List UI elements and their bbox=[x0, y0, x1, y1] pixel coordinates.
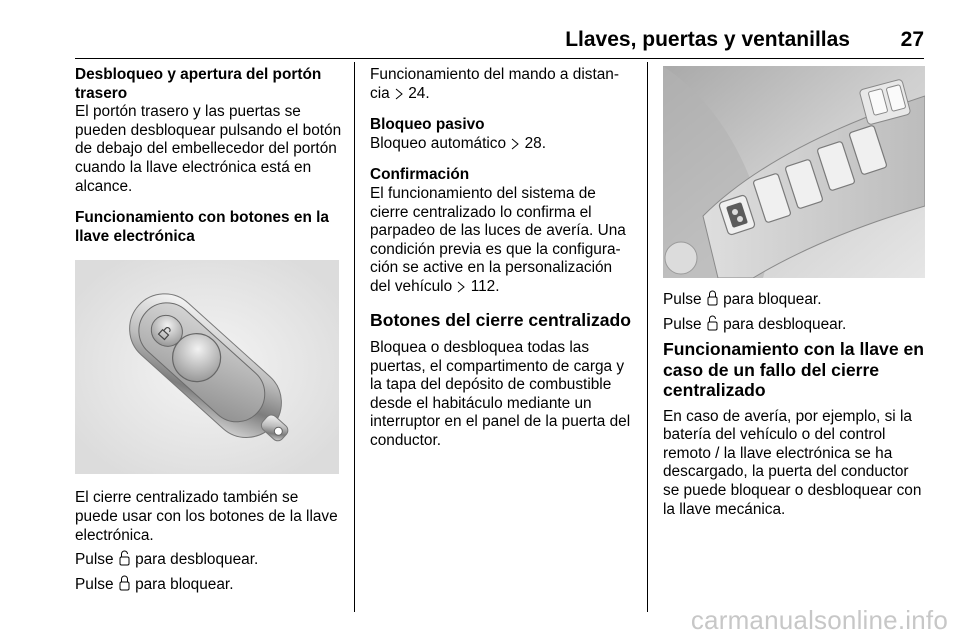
lock-instruction bbox=[663, 290, 929, 310]
auto-lock-reference bbox=[370, 135, 636, 154]
unlock-icon bbox=[707, 315, 718, 331]
instruction-suffix: para desbloquear. bbox=[723, 315, 847, 333]
unlock-instruction bbox=[75, 550, 343, 570]
instruction-suffix: para bloquear. bbox=[135, 575, 234, 593]
section-heading-passive-lock: Bloqueo pasivo bbox=[370, 116, 485, 134]
section-heading-confirmation: Confirmación bbox=[370, 166, 470, 184]
instruction-suffix: para desbloquear. bbox=[135, 551, 259, 569]
reference-text: Bloqueo automático bbox=[370, 134, 507, 152]
section-heading-tailgate: Desbloqueo y apertura del portón trasero bbox=[75, 66, 322, 102]
instruction-prefix: Pulse bbox=[75, 551, 114, 569]
reference-page: 28. bbox=[524, 134, 547, 152]
lock-icon bbox=[707, 290, 718, 306]
column-3 bbox=[663, 66, 929, 519]
electronic-key-figure bbox=[75, 260, 339, 474]
section-heading-central-lock-buttons: Botones del cierre centralizado bbox=[370, 309, 632, 330]
header-rule bbox=[75, 58, 924, 59]
reference-arrow-icon bbox=[457, 281, 465, 293]
lock-icon bbox=[119, 575, 130, 591]
column-divider-2 bbox=[647, 62, 648, 612]
central-lock-buttons-paragraph: Bloquea o desbloquea todas las puertas, el compartimento de carga y la tapa del depósito de combustible desde el habitáculo mediante un interruptor en el panel de la puerta del conductor. bbox=[370, 339, 631, 449]
instruction-prefix: Pulse bbox=[75, 575, 114, 593]
instruction-prefix: Pulse bbox=[663, 291, 702, 308]
unlock-icon bbox=[119, 550, 130, 566]
reference-text: Funcionamiento del mando a distan-cia bbox=[370, 66, 619, 102]
reference-arrow-icon bbox=[395, 88, 403, 100]
section-heading-key-failure: Funcionamiento con la llave en caso de un fallo del cierre centralizado bbox=[663, 339, 925, 401]
unlock-instruction bbox=[663, 315, 929, 335]
page-number: 27 bbox=[900, 28, 924, 51]
column-divider-1 bbox=[354, 62, 355, 612]
watermark: carmanualsonline.info bbox=[690, 605, 948, 635]
reference-page: 24. bbox=[408, 84, 430, 102]
reference-arrow-icon bbox=[511, 138, 519, 150]
column-1 bbox=[75, 66, 343, 594]
key-failure-paragraph: En caso de avería, por ejemplo, si la batería del vehículo o del control remoto / la llave electrónica se ha descargado, la puerta del conductor se puede bloquear o desbloquear con la llave mecánica. bbox=[663, 407, 922, 518]
instruction-suffix: para bloquear. bbox=[723, 291, 822, 308]
key-buttons-paragraph: El cierre centralizado también se puede usar con los botones de la llave electrónica. bbox=[75, 489, 338, 544]
reference-page: 112. bbox=[470, 277, 500, 295]
confirmation-paragraph bbox=[370, 185, 636, 297]
remote-control-reference bbox=[370, 66, 636, 103]
door-switch-figure bbox=[663, 66, 925, 278]
page-title: Llaves, puertas y ventanillas bbox=[565, 28, 850, 51]
instruction-prefix: Pulse bbox=[663, 315, 702, 333]
lock-instruction bbox=[75, 575, 343, 595]
confirmation-text: El funcionamiento del sistema de cierre centralizado lo confirma el parpadeo de las luces de avería. Una condición previa es que la configura-ción se active en la personalización del vehículo bbox=[370, 184, 626, 295]
column-2 bbox=[370, 66, 636, 451]
section-heading-key-buttons: Funcionamiento con botones en la llave electrónica bbox=[75, 209, 329, 245]
tailgate-paragraph: El portón trasero y las puertas se pueden desbloquear pulsando el botón de debajo del embellecedor del portón cuando la llave electrónica está en alcance. bbox=[75, 103, 342, 195]
